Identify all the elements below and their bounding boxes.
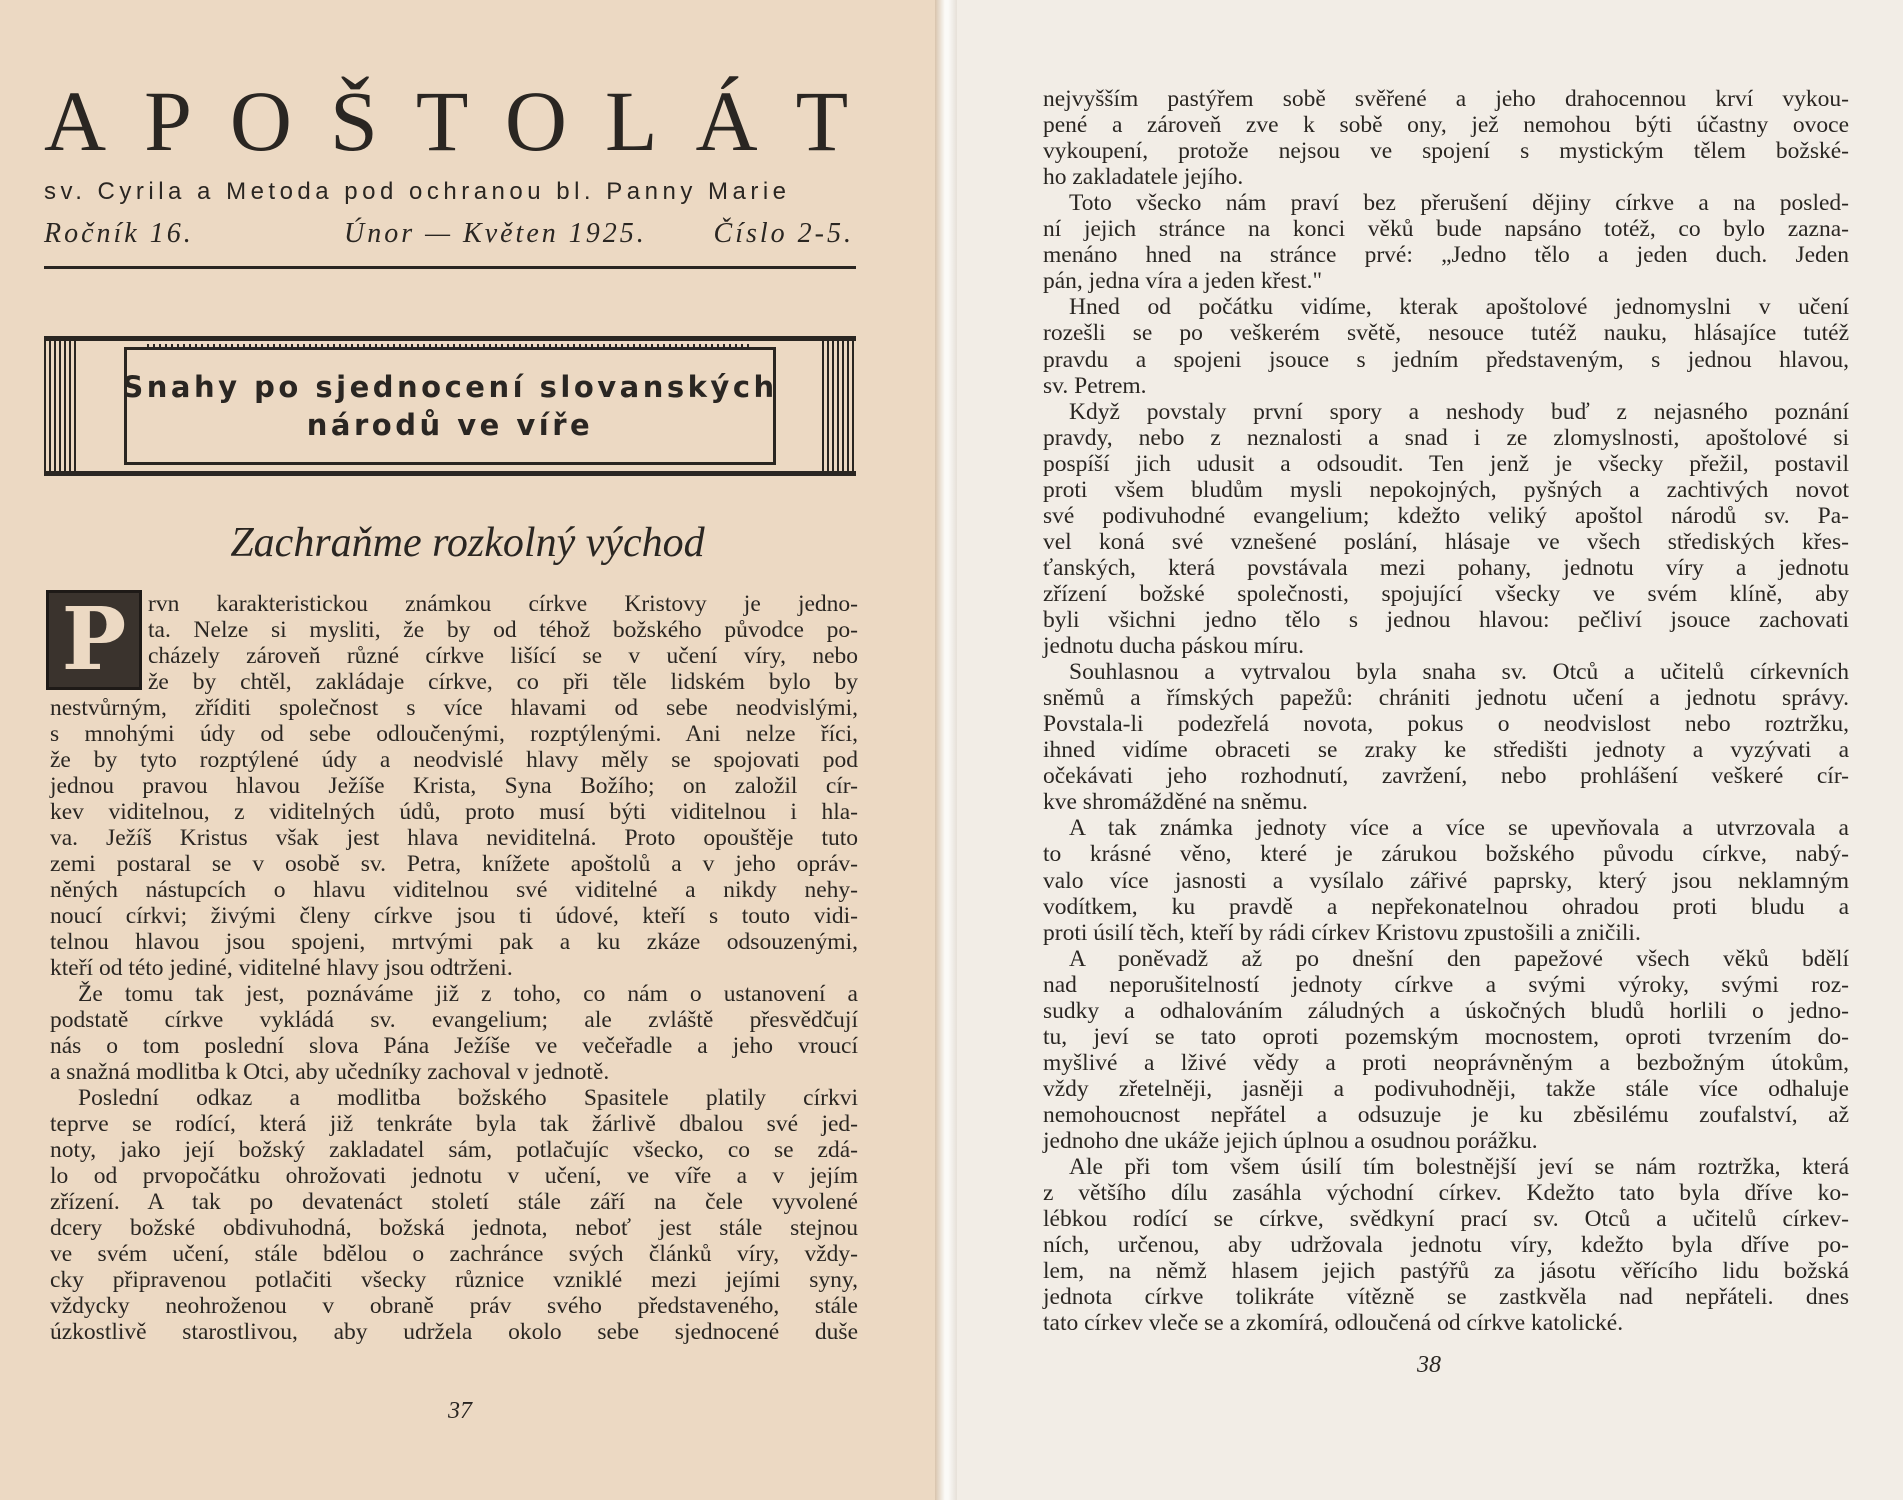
masthead-title: APOŠTOLÁT <box>44 73 887 169</box>
issue-number: Číslo 2-5. <box>713 218 854 249</box>
left-text-line: cházely zároveň různé církve lišící se v učení víry, nebo <box>148 643 858 669</box>
right-text-line: proti všem bludům mysli nepokojných, pyšných a zachtivých novot <box>1043 476 1849 503</box>
right-text-line: nad neporušitelností jednoty církve a svými výroky, svými roz- <box>1043 971 1849 998</box>
right-text-line: pospíší jich udusit a odsoudit. Ten jenž je všecky přežil, postavil <box>1043 450 1849 477</box>
right-text-line: pravdy, nebo z neznalosti a snad i ze zlomyslnosti, apoštolové si <box>1043 424 1849 451</box>
left-text-line: zemi postaral se v osobě sv. Petra, knížete apoštolů a v jeho opráv- <box>50 851 858 877</box>
left-text-line: kteří od této jediné, viditelné hlavy jsou odtrženi. <box>50 955 513 981</box>
drop-cap <box>46 590 142 690</box>
left-text-line: noucí církvi; živými členy církve jsou ti údové, kteří s touto vidi- <box>50 903 858 929</box>
right-text-line: vždy zřetelněji, jasněji a podivuhodněji, takže stále více odhaluje <box>1043 1075 1849 1102</box>
right-text-line: ní jejich stránce na konci věků bude napsáno totéž, co bylo zazna- <box>1043 216 1849 243</box>
ornament-top <box>147 344 753 347</box>
right-text-line: Souhlasnou a vytrvalou byla snaha sv. Otců a učitelů církevních <box>1069 659 1849 686</box>
left-text-line: va. Ježíš Kristus však jest hlava neviditelná. Proto opouštěje tuto <box>50 825 858 851</box>
right-text-line: očekávati jeho rozhodnutí, zavržení, nebo prohlášení veškeré cír- <box>1043 763 1849 790</box>
left-text-line: něných nástupcích o hlavu viditelnou své viditelné a nikdy nehy- <box>50 877 858 903</box>
right-text-line: A tak známka jednoty více a více se upevňovala a utvrzovala a <box>1069 815 1849 842</box>
right-text-line: proti úsilí těch, kteří by rádi církev Kristovu zpustošili a zničili. <box>1043 919 1641 946</box>
left-text-line: Že tomu tak jest, poznáváme již z toho, co nám o ustanovení a <box>78 981 858 1007</box>
left-text-line: s mnohými údy od sebe odloučenými, rozptýlenými. Ani nelze říci, <box>50 721 858 747</box>
left-text-line: nás o tom poslední slova Pána Ježíše ve večeřadle a jeho vroucí <box>50 1033 858 1059</box>
article-title: Zachraňme rozkolný východ <box>230 520 705 566</box>
section-header-box <box>44 336 856 476</box>
section-header-frame <box>124 347 776 465</box>
right-text-line: tato církev vleče se a zkomírá, odloučená od církve katolické. <box>1043 1310 1624 1337</box>
left-text-line: dcery božské obdivuhodná, božská jednota, neboť jest stále stejnou <box>50 1215 858 1241</box>
right-text-line: Když povstaly první spory a neshody buď z nejasného poznání <box>1069 398 1849 425</box>
drop-cap-letter: P <box>61 589 127 690</box>
right-text-line: své podivuhodné evangelium; kdežto veliký apoštol národů sv. Pa- <box>1043 502 1849 529</box>
right-text-line: tu, jeví se tato oproti pozemským mocnostem, oproti tvrzením do- <box>1043 1023 1849 1050</box>
right-text-line: zřízení božské společnosti, spojující všecky ve svém klíně, aby <box>1043 580 1849 607</box>
right-text-line: sudky a odhalováním záludných a úskočných bludů horlili o jedno- <box>1043 997 1849 1024</box>
section-title-line-2: národů ve víře <box>306 408 594 442</box>
masthead-subtitle: sv. Cyrila a Metoda pod ochranou bl. Panny Marie <box>44 178 791 205</box>
page-number-right: 38 <box>1417 1352 1441 1378</box>
left-text-line: ta. Nelze si mysliti, že by od téhož božského původce po- <box>148 617 858 643</box>
issue-line <box>44 218 854 252</box>
right-text-line: to krásné věno, které je zárukou božského původu církve, nabý- <box>1043 841 1849 868</box>
left-text-line: nestvůrným, zříditi společnost s více hlavami od sebe neodvislými, <box>50 695 858 721</box>
issue-date: Únor — Květen 1925. <box>344 218 647 249</box>
right-text-line: Ale při tom všem úsilí tím bolestnější jeví se nám roztržka, která <box>1069 1154 1849 1181</box>
left-text-line: kev viditelnou, z viditelných údů, proto musí býti viditelnou i hla- <box>50 799 858 825</box>
left-text-line: a snažná modlitba k Otci, aby učedníky zachoval v jednotě. <box>50 1059 610 1085</box>
right-text-line: rozešli se po veškerém světě, nesouce tutéž nauku, hlásajíce tutéž <box>1043 320 1849 347</box>
right-text-line: pené a zároveň zve k sobě ony, jež nemohou býti účastny ovoce <box>1043 112 1849 139</box>
right-text-line: lébkou rodící se církve, svědkyní prací sv. Otců a učitelů církev- <box>1043 1206 1849 1233</box>
left-text-line: cky připravenou potlačiti všecky různice vzniklé mezi jejími syny, <box>50 1267 858 1293</box>
right-text-line: pravdu a spojeni jsouce s jedním představeným, s jednou hlavou, <box>1043 346 1849 373</box>
ornament-right <box>822 341 856 471</box>
right-text-line: ihned vidíme obraceti se zraky ke středišti jednoty a vyzývati a <box>1043 737 1849 764</box>
right-text-line: byli všichni jedno tělo s jednou hlavou: pečliví jsouce zachovati <box>1043 607 1849 633</box>
right-text-line: vel koná své vznešené poslání, hlásaje ve všech střediských křes- <box>1043 528 1849 555</box>
left-text-line: vždycky neohroženou v obraně práv svého představeného, stále <box>50 1293 858 1319</box>
right-text-line: valo více jasnosti a vysílalo zářivé paprsky, který jsou neklamným <box>1043 867 1849 894</box>
left-text-line: že by tyto rozptýlené údy a neodvislé hlavy měly se spojovati pod <box>50 747 858 773</box>
left-text-line: úzkostlivě starostlivou, aby udržela okolo sebe sjednocené duše <box>50 1319 858 1345</box>
right-text-line: Toto všecko nám praví bez přerušení dějiny církve a na posled- <box>1069 190 1849 217</box>
page-number-left: 37 <box>448 1398 472 1424</box>
left-text-line: ve svém učení, stále bdělou o zachránce svých článků víry, vždy- <box>50 1241 858 1267</box>
right-text-line: ho zakladatele jejího. <box>1043 164 1244 191</box>
left-page <box>0 0 935 1500</box>
left-text-line: podstatě církve vykládá sv. evangelium; ale zvláště přesvědčují <box>50 1007 858 1033</box>
left-text-line: teprve se rodící, která již tenkráte byla tak žárlivě dbalou své jed- <box>50 1111 858 1137</box>
issue-volume: Ročník 16. <box>44 218 194 249</box>
right-text-line: A poněvadž až po dnešní den papežové všech věků bdělí <box>1069 945 1849 972</box>
right-page <box>957 0 1903 1500</box>
left-text-line: telnou hlavou jsou spojeni, mrtvými pak a ku zkáze odsouzenými, <box>50 929 858 955</box>
left-text-line: Poslední odkaz a modlitba božského Spasitele platily církvi <box>78 1085 858 1111</box>
right-text-line: ních, určenou, aby udržovala jednotu víry, kdežto byla dříve po- <box>1043 1232 1849 1259</box>
book-gutter <box>935 0 957 1500</box>
right-text-line: Hned od počátku vidíme, kterak apoštolové jednomyslni v učení <box>1069 294 1849 321</box>
right-text-line: nejvyšším pastýřem sobě svěřené a jeho drahocennou krví vykou- <box>1043 86 1849 112</box>
right-text-line: vykoupení, protože nejsou ve spojení s mystickým tělem božské- <box>1043 138 1849 165</box>
left-text-line: že by chtěl, zakládaje církve, co při těle lidském bylo by <box>148 669 858 695</box>
right-text-line: vodítkem, ku pravdě a nepřekonatelnou ohradou proti bludu a <box>1043 893 1849 920</box>
masthead-rule <box>44 266 856 269</box>
right-text-line: menáno hned na stránce prvé: „Jedno tělo a jeden duch. Jeden <box>1043 242 1849 269</box>
left-text-line: zřízení. A tak po devatenáct století stále září na čele vyvolené <box>50 1189 858 1215</box>
right-text-line: kve shromážděné na sněmu. <box>1043 789 1308 816</box>
left-text-line: lo od prvopočátku ohrožovati jednotu v učení, ve víře a v jejím <box>50 1163 858 1189</box>
right-text-line: jednotu ducha páskou míru. <box>1043 633 1305 660</box>
right-text-line: jednota církve tolikráte vítězně se zastkvěla nad nepřáteli. dnes <box>1043 1284 1849 1311</box>
right-text-line: myšlivé a lživé vědy a proti neoprávněným a bezbožným útokům, <box>1043 1049 1849 1076</box>
right-text-line: nemohoucnost nepřátel a odsuzuje je ku zběsilému zoufalství, až <box>1043 1101 1849 1128</box>
right-text-line: lem, na němž hlasem jejich pastýřů za jásotu věřícího lidu božská <box>1043 1258 1849 1285</box>
right-text-line: pán, jedna víra a jeden křest." <box>1043 268 1323 295</box>
right-text-line: sv. Petrem. <box>1043 372 1147 399</box>
ornament-left <box>44 341 78 471</box>
section-title-line-1: Snahy po sjednocení slovanských <box>122 370 778 404</box>
right-text-line: jednoho dne ukáže jejich úplnou a osudnou porážku. <box>1043 1128 1538 1154</box>
left-text-line: noty, jako její božský zakladatel sám, potlačujíc všecko, co se zdá- <box>50 1137 858 1163</box>
right-text-line: ťanských, která povstávala mezi pohany, jednotu víry a jednotu <box>1043 554 1849 581</box>
left-text-line: rvn karakteristickou známkou církve Kristovy je jedno- <box>148 591 858 617</box>
left-text-line: jednou pravou hlavou Ježíše Krista, Syna Božího; on založil cír- <box>50 773 858 799</box>
right-text-line: Povstala-li podezřelá novota, pokus o neodvislost nebo roztržku, <box>1043 711 1849 738</box>
right-text-line: z většího dílu zasáhla východní církev. Kdežto tato byla dříve ko- <box>1043 1180 1849 1207</box>
right-text-line: sněmů a římských papežů: chrániti jednotu učení a jednotu správy. <box>1043 685 1849 712</box>
